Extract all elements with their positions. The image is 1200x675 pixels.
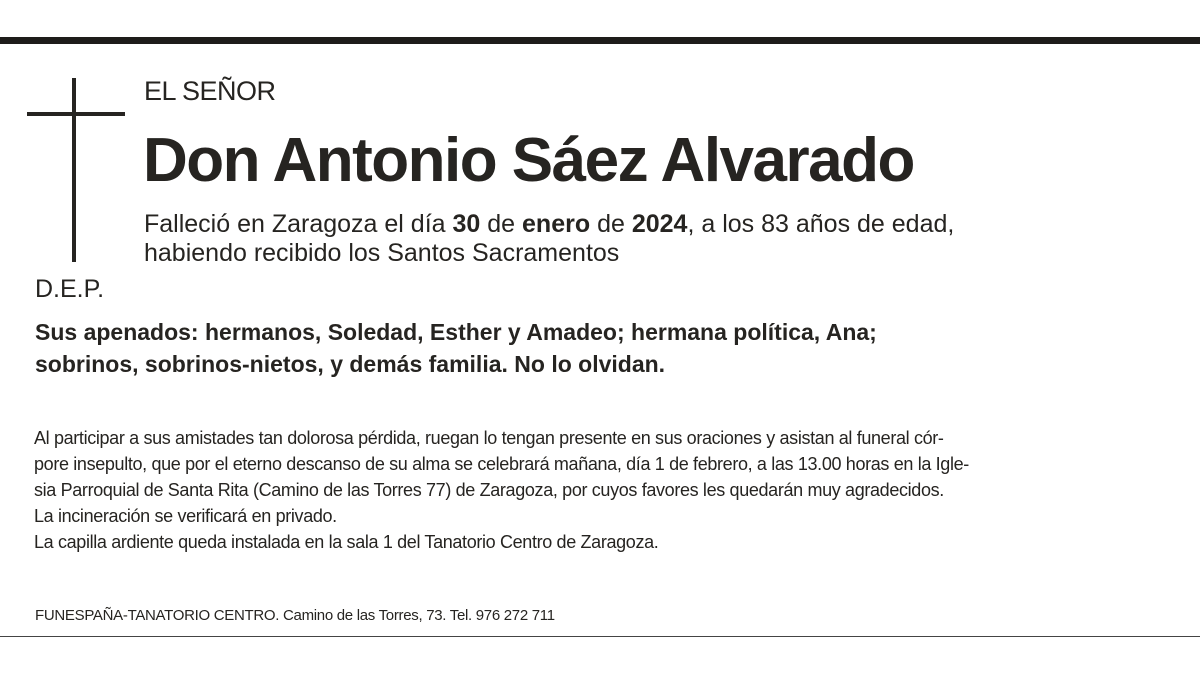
top-rule [0, 37, 1200, 44]
death-day: 30 [452, 210, 481, 238]
cross-horizontal-bar [27, 112, 125, 116]
cross-vertical-bar [72, 78, 76, 262]
death-info-line-2: habiendo recibido los Santos Sacramentos [144, 239, 620, 267]
death-month: enero [522, 210, 591, 238]
death-info-text-a: Falleció en Zaragoza el día [144, 210, 453, 238]
honorific: EL SEÑOR [144, 76, 276, 106]
death-year: 2024 [631, 210, 688, 238]
bottom-rule [0, 636, 1200, 637]
funeral-announcement [34, 425, 969, 555]
announcement-line-5: La capilla ardiente queda instalada en la sala 1 del Tanatorio Centro de Zaragoza. [34, 532, 659, 552]
death-info-text-c: de [590, 210, 632, 238]
announcement-line-3: sia Parroquial de Santa Rita (Camino de las Torres 77) de Zaragoza, por cuyos favores les quedarán muy agradecidos. [34, 480, 944, 500]
mourners-line-1: Sus apenados: hermanos, Soledad, Esther y Amadeo; hermana política, Ana; [35, 319, 877, 345]
death-info-text-b: de [480, 210, 523, 238]
announcement-line-1: Al participar a sus amistades tan dolorosa pérdida, ruegan lo tengan presente en sus oraciones y asistan al funeral cór- [34, 428, 944, 448]
announcement-line-2: pore insepulto, que por el eterno descanso de su alma se celebrará mañana, día 1 de febrero, a las 13.00 horas en la Igle- [34, 454, 969, 474]
death-info [144, 210, 954, 268]
deceased-name: Don Antonio Sáez Alvarado [143, 126, 914, 195]
announcement-line-4: La incineración se verificará en privado. [34, 506, 337, 526]
mourners-line-2: sobrinos, sobrinos-nietos, y demás familia. No lo olvidan. [35, 351, 666, 377]
mourners [35, 316, 877, 380]
dep-label: D.E.P. [35, 275, 105, 303]
funeral-home-footer: FUNESPAÑA-TANATORIO CENTRO. Camino de las Torres, 73. Tel. 976 272 711 [35, 607, 555, 624]
death-info-line-1 [144, 210, 954, 239]
death-info-text-d: , a los 83 años de edad, [687, 210, 955, 238]
